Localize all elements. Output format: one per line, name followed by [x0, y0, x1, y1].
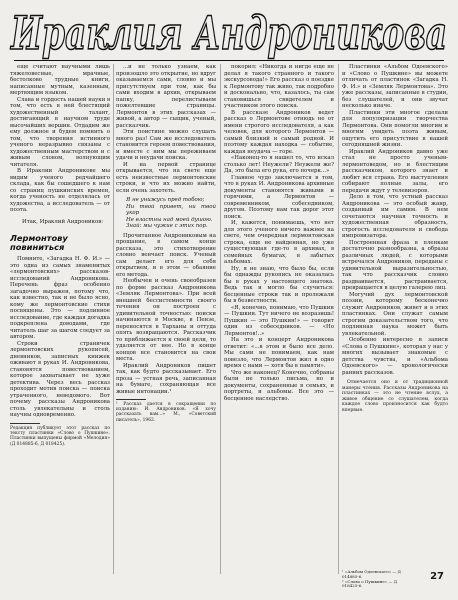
- headline: [0, 0, 458, 60]
- column-divider: [220, 64, 221, 574]
- column-2: [116, 64, 216, 579]
- paragraph: Могучий дух лермонтовской поэзии, которому бесконечно служит Андроников, живет и в этих пластинках. Они служат самым строгим доказательством того, что подлинная наука может быть увлекательной.: [342, 291, 448, 337]
- paragraph: покорил: «Никогда и нигде еще не делал я такого странного и такого экскурсовода!» Его рассказ о поездке к Лермонтову так живо, так подробно и досконально, что, казалось, ты сам становишься свидетелем и участником этого поиска.: [224, 64, 334, 109]
- paragraph: Что же наконец? Конечно, собраны были не только письма, но и документы, сохраненные в семьях, и портреты, и альбомы. Все это — бесценное наследство.: [224, 369, 334, 402]
- paragraph: Главное чудо заключается в том, что в руках И. Андроникова архивные документы становятся живыми и горячими, а Лермонтов — современником, собеседником, другом. Поэтому нам так дорог этот поиск.: [224, 174, 334, 220]
- column-4: [342, 64, 448, 564]
- headline-art: [0, 0, 458, 60]
- paragraph: И на первой странице открывается, что на свете еще есть неизвестные лермонтовские строки, и что их можно найти, если очень захотеть.: [116, 161, 216, 194]
- paragraph: В Ираклии Андроникове мы видим ученого редчайшего склада, как бы сошедшего к нам со страниц пушкинских времен, когда ученость не отделялась от художества, а исследователь — от поэта.: [10, 168, 110, 213]
- paragraph: ...и не только узнаем, как произошло это открытие, но вдруг оказываемся сами, словно и мы присутствуем при том, как бы сами входим в архив, открываем папку, перелистываем пожелтевшие страницы. Лермонтов в этих рассказах — живой, а автор — сыщик, ученый, рассказчик.: [116, 64, 216, 129]
- headline-rule: [14, 60, 444, 61]
- column-1: [10, 64, 110, 579]
- poem-quote: Я не унижусь пред тобою; Ни твой привет, ни твой укор Не властны над моей душою. Знай: мы чужие с этих пор.: [126, 197, 216, 229]
- paragraph: Эти поистине можно слушать много раз! Сам же исследователь становится героем повествования, и вместе с ним мы переживаем удачи и неудачи поиска.: [116, 129, 216, 161]
- paragraph: Помните, «Загадка Н. Ф. И.» — это одна из самых знаменитых «лермонтовских» рассказов-исследований Андроникова. Перечень фраз особенно загадочно выражен, потому что, как известно, так и не было ясно, кому же лермонтовские стихи посвящены. Это — подлинное исследование, где каждая догадка подкреплена доводами, где читатель шаг за шагом следует за автором.: [10, 256, 110, 341]
- section-heading: Лермонтову повиниться: [10, 233, 68, 253]
- intro-paragraph: Пластинки «Альбом Одоевского» и «Слово о Пушкине» вы можете отличать от пластинок «Загадка Н. Ф. И.» и «Земляк Лермонтова». Это уже рассказы, записанные в студии, без слушателей, и они звучат несколько иначе.: [342, 64, 448, 109]
- column-divider: [113, 64, 114, 574]
- page-number: 27: [430, 571, 444, 582]
- paragraph: Строки страничек лермонтовских рукописей, дневников, записных книжек оживают в руках И. Андроникова, становятся повествованием, которое захватывает не хуже детектива. Через весь рассказ проходит мотив поиска — поиска утраченного, неведомого. Вот почему рассказы Андроникова столь увлекательны и столь научны одновременно.: [10, 340, 110, 419]
- paragraph: Дело в том, что устный рассказ Андроникова — это особый жанр, созданный им самим. В нем сочетаются научная точность и художественная образность, строгость исследователя и свобода импровизатора.: [342, 194, 448, 239]
- closing-paragraph: Отмечается оно и от традиционной манеры чтения. Рассказы Андроникова на пластинках — это не чтение вслух, а живое общение со слушателем, когда каждое слово произносится как будто впервые.: [342, 380, 448, 413]
- paragraph: Особенно интересно в записи «Слова о Пушкине», которая у нас у многих вызывает знакомые с детства чувства, и «Альбома Одоевского» — хронологически ранних рассказов.: [342, 337, 448, 376]
- paragraph: Построенная фраза в пленкам достаточно разнообразна, а образы различных людей, с которыми встречался Андроников, переданы с удивительной выразительностью, так что рассказчик словно раздваивается, растраивается, превращается в целую галерею лиц.: [342, 239, 448, 291]
- paragraph: Слава и гордость нашей науки в том, что есть в ней блестящий художественный талант, достигающий в научном труде высочайших вершин. Отдадим же ему должное и будем помнить о том, что творения истинного ученого неразрывно связаны с художественным мастерством и с живым словом, волнующим читателя.: [10, 96, 110, 168]
- paragraph: Пластинки эти многое сделали для популяризации творчества Лермонтова. Они помогли многим и многим увидеть поэта живым, ощутить его присутствие в нашей сегодняшней жизни.: [342, 109, 448, 148]
- paragraph: Ну, я не знаю, что было бы, если бы однажды рукопись не оказалась бы в руках у настоящего знатока. Ведь так и могло бы случиться: бесценные строки так и пролежали бы в безвестности.: [224, 265, 334, 304]
- divider: [116, 399, 146, 400]
- paragraph: еще считают научными лишь тяжеловесные, мрачные, бестолково трудные книги, написанные мутным, казенным, мертвящим языком.: [10, 64, 110, 96]
- paragraph: И, кажется, понимаешь, что нет для этого ученого ничего важнее на свете, чем очередная лермонтовская строка, еще не найденная, но уже существующая где-то в архивах, в семейных бумагах, в забытых альбомах.: [224, 220, 334, 265]
- paragraph: Необычен и очень своеобразен по форме рассказ Андроникова «Земляк Лермонтова». При всей внешней бессистемности своего течения он построен с удивительной точностью: поиски начинаются в Москве, в Пензе, переносятся в Тарханы и оттуда опять возвращаются. Рассказчик то приближается к своей цели, то удаляется от нее. Но в конце концов все становится на свои места.: [116, 278, 216, 362]
- signature-line: Итак, Ираклий Андроников:: [22, 218, 104, 225]
- column-3: [224, 64, 334, 579]
- headline-text: Ираклия Андроникова: [9, 6, 447, 60]
- paragraph: На это и концерт Андроникова ответит: «...в этом и было все дело. Мы сами не понимаем, как нам повезло, что Лермонтов жил в одно время с нами — хотя бы в памяти».: [224, 337, 334, 369]
- bottom-editorial-note: Редакция публикует этот рассказ по тексту пластинки «Слово о Пушкине». Пластинки выпущены фирмой «Мелодия» (Д 014885-6, Д 018425).: [10, 425, 110, 447]
- paragraph: Прочитанное Андрониковым на прощание, в самом конце рассказа, это стихотворение словно венчает поиск. Ученый сам делает его для себя открытием, и в этом — обаяние его метода.: [116, 232, 216, 278]
- column-divider: [338, 64, 339, 574]
- paragraph: Ираклий Андроников пишет так, как будто рассказывает. Его проза — устная речь, записанная на бумаге, сохраняющая все живые интонации.¹: [116, 362, 216, 395]
- paragraph: В рассказе Андроников ведет рассказ о Лермонтове отнюдь не от имени строгого исследователя, а как человек, для которого Лермонтов — самый близкий и самый родной. И поэтому каждая находка — событие, каждая неудача — горе.: [224, 109, 334, 155]
- footnote: ¹ Рассказ дается в сокращении по изданию: И. Андроников. «Я хочу рассказать вам...» М., «Советский писатель», 1962.: [116, 401, 216, 423]
- paragraph: Ираклий Андроников давно уже стал не просто ученым-лермонтоведом, но и блестящим рассказчиком, которого знает и любит вся страна. Его выступления собирают полные залы, его передачи ждут у телевизоров.: [342, 148, 448, 194]
- divider: [10, 423, 40, 424]
- paragraph: «Наконец-то я нашел то, что искал столько лет! Неужели? Неужели же? Да, это была его рука, его почерк...»: [224, 155, 334, 174]
- paragraph: «Я, конечно, понимаю, что Пушкин — Пушкин. Тут ничего не возразишь! Пушкин — это Пушкин!» — говорит один из собеседников. — «Но Лермонтов!..»: [224, 304, 334, 337]
- record-footnotes: ¹ «Альбом Одоевского» — Д 014885-6. ² «Слово о Пушкине» — Д 018425-6.: [342, 569, 401, 589]
